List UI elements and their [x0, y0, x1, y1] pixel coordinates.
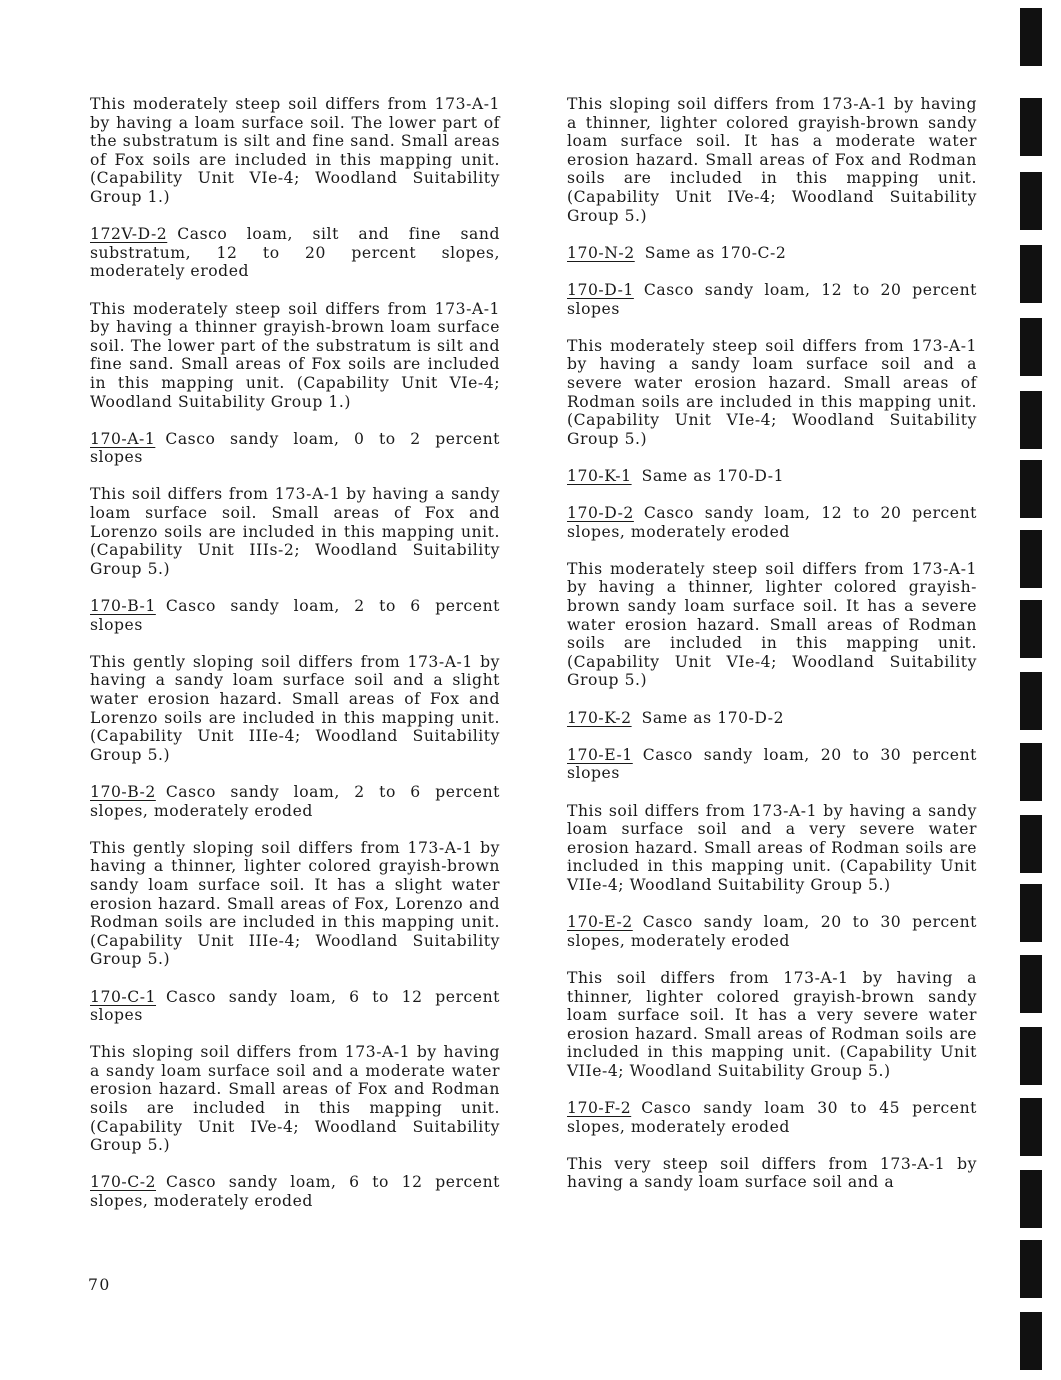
- map-unit-heading: Casco sandy loam 30 to 45 percent slopes, moderately eroded: [567, 1099, 977, 1136]
- binding-mark: [1020, 1027, 1042, 1085]
- body-paragraph: This moderately steep soil differs from 173-A-1 by having a thinner, lighter colored grayish-brown sandy loam surface soil. It has a severe water erosion hazard. Small areas of Rodman soils are included in this mapping unit. (Capability Unit VIe-4; Woodland Suitability Group 5.): [567, 559, 977, 690]
- map-unit-entry: [567, 504, 977, 541]
- map-unit-entry: [90, 1173, 500, 1210]
- binding-mark: [1020, 1098, 1042, 1156]
- map-unit-entry: [567, 281, 977, 318]
- binding-mark: [1020, 318, 1042, 376]
- map-unit-entry: [567, 1099, 977, 1136]
- map-unit-code: 170-K-2: [567, 708, 632, 727]
- map-unit-code: 170-K-1: [567, 466, 632, 485]
- page-number: 70: [88, 1276, 111, 1294]
- body-paragraph: This soil differs from 173-A-1 by having a thinner, lighter colored grayish-brown sandy loam surface soil. It has a very severe water erosion hazard. Small areas of Rodman soils are included in this mapping unit. (Capability Unit VIIe-4; Woodland Suitability Group 5.): [567, 968, 977, 1080]
- body-paragraph: This soil differs from 173-A-1 by having a sandy loam surface soil and a very severe water erosion hazard. Small areas of Rodman soils are included in this mapping unit. (Capability Unit VIIe-4; Woodland Suitability Group 5.): [567, 801, 977, 894]
- map-unit-entry: [90, 988, 500, 1025]
- binding-mark: [1020, 172, 1042, 230]
- map-unit-entry: [90, 783, 500, 820]
- body-paragraph: This moderately steep soil differs from 173-A-1 by having a loam surface soil. The lower part of the substratum is silt and fine sand. Small areas of Fox soils are included in this mapping unit. (Capability Unit VIe-4; Woodland Suitability Group 1.): [90, 95, 500, 206]
- binding-mark: [1020, 460, 1042, 518]
- binding-mark: [1020, 743, 1042, 801]
- map-unit-code: 170-E-2: [567, 913, 633, 932]
- map-unit-entry: [567, 467, 977, 486]
- map-unit-code: 170-B-1: [90, 597, 156, 616]
- map-unit-heading: Casco sandy loam, 6 to 12 percent slopes: [90, 987, 500, 1025]
- binding-mark: [1020, 1170, 1042, 1228]
- body-paragraph: This sloping soil differs from 173-A-1 by having a thinner, lighter colored grayish-brown sandy loam surface soil. It has a moderate water erosion hazard. Small areas of Fox and Rodman soils are included in this mapping unit. (Capability Unit IVe-4; Woodland Suitability Group 5.): [567, 95, 977, 225]
- map-unit-entry: [567, 913, 977, 950]
- map-unit-heading: Casco sandy loam, 20 to 30 percent slopes: [567, 745, 977, 783]
- body-paragraph: This moderately steep soil differs from 173-A-1 by having a thinner grayish-brown loam surface soil. The lower part of the substratum is silt and fine sand. Small areas of Fox soils are included in this mapping unit. (Capability Unit VIe-4; Woodland Suitability Group 1.): [90, 299, 500, 411]
- map-unit-entry: [567, 244, 977, 263]
- binding-mark: [1020, 245, 1042, 303]
- map-unit-entry: [567, 746, 977, 783]
- body-paragraph: This moderately steep soil differs from 173-A-1 by having a sandy loam surface soil and a severe water erosion hazard. Small areas of Rodman soils are included in this mapping unit. (Capability Unit VIe-4; Woodland Suitability Group 5.): [567, 336, 977, 448]
- map-unit-entry: [90, 225, 500, 281]
- binding-mark: [1020, 884, 1042, 942]
- map-unit-entry: [567, 709, 977, 728]
- map-unit-code: 170-N-2: [567, 243, 635, 262]
- body-paragraph: This gently sloping soil differs from 173-A-1 by having a thinner, lighter colored grayish-brown sandy loam surface soil. It has a slight water erosion hazard. Small areas of Fox, Lorenzo and Rodman soils are included in this mapping unit. (Capability Unit IIIe-4; Woodland Suitability Group 5.): [90, 838, 500, 969]
- map-unit-code: 170-E-1: [567, 745, 633, 764]
- map-unit-heading: Casco sandy loam, 20 to 30 percent slopes, moderately eroded: [567, 913, 977, 950]
- map-unit-heading: Casco sandy loam, 0 to 2 percent slopes: [90, 429, 500, 467]
- map-unit-code: 170-D-1: [567, 280, 634, 299]
- left-column: [90, 95, 500, 1229]
- map-unit-heading: Casco sandy loam, 12 to 20 percent slopes: [567, 280, 977, 318]
- map-unit-heading: Same as 170-D-2: [641, 708, 785, 727]
- map-unit-code: 170-D-2: [567, 504, 634, 523]
- right-column: [567, 95, 977, 1211]
- binding-mark: [1020, 391, 1042, 449]
- map-unit-code: 170-A-1: [90, 429, 156, 448]
- map-unit-code: 170-C-1: [90, 987, 157, 1006]
- binding-mark: [1020, 600, 1042, 658]
- map-unit-heading: Casco sandy loam, 2 to 6 percent slopes, moderately eroded: [90, 782, 500, 820]
- body-paragraph: This very steep soil differs from 173-A-1 by having a sandy loam surface soil and a: [567, 1154, 977, 1192]
- binding-mark: [1020, 815, 1042, 873]
- binding-mark: [1020, 530, 1042, 588]
- binding-mark: [1020, 98, 1042, 156]
- map-unit-code: 170-B-2: [90, 782, 156, 801]
- body-paragraph: This soil differs from 173-A-1 by having a sandy loam surface soil. Small areas of Fox and Lorenzo soils are included in this mapping unit. (Capability Unit IIIs-2; Woodland Suitability Group 5.): [90, 485, 500, 578]
- map-unit-code: 170-F-2: [567, 1099, 632, 1118]
- map-unit-heading: Same as 170-D-1: [641, 466, 785, 485]
- map-unit-entry: [90, 430, 500, 467]
- map-unit-code: 170-C-2: [90, 1173, 157, 1192]
- map-unit-entry: [90, 597, 500, 634]
- map-unit-heading: Casco sandy loam, 12 to 20 percent slopes, moderately eroded: [567, 504, 977, 541]
- map-unit-heading: Same as 170-C-2: [644, 243, 787, 262]
- map-unit-heading: Casco sandy loam, 6 to 12 percent slopes, moderately eroded: [90, 1173, 500, 1211]
- body-paragraph: This sloping soil differs from 173-A-1 by having a sandy loam surface soil and a moderate water erosion hazard. Small areas of Fox and Rodman soils are included in this mapping unit. (Capability Unit IVe-4; Woodland Suitability Group 5.): [90, 1043, 500, 1155]
- map-unit-heading: Casco loam, silt and fine sand substratum, 12 to 20 percent slopes, moderately eroded: [90, 225, 500, 281]
- binding-mark: [1020, 1312, 1042, 1370]
- binding-mark: [1020, 672, 1042, 730]
- map-unit-code: 172V-D-2: [90, 225, 168, 244]
- binding-mark: [1020, 1240, 1042, 1298]
- binding-mark: [1020, 955, 1042, 1013]
- binding-mark: [1020, 8, 1042, 66]
- body-paragraph: This gently sloping soil differs from 173-A-1 by having a sandy loam surface soil and a slight water erosion hazard. Small areas of Fox and Lorenzo soils are included in this mapping unit. (Capability Unit IIIe-4; Woodland Suitability Group 5.): [90, 652, 500, 764]
- map-unit-heading: Casco sandy loam, 2 to 6 percent slopes: [90, 597, 500, 634]
